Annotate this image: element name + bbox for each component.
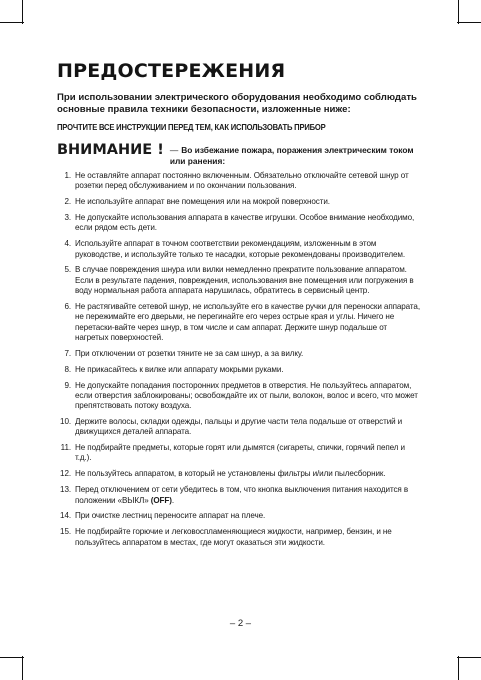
item-text: Не допускайте попадания посторонних предметов в отверстия. Не пользуйтесь аппаратом, если отверстия заблокированы; освобождайте их от пыли, волокон, волос и всего, что может препятствовать потоку воздуха.: [75, 380, 418, 411]
crop-mark-bottom-right-h: [457, 657, 481, 658]
crop-mark-top-right-v: [458, 0, 459, 24]
list-item: [57, 213, 422, 234]
item-text: Не растягивайте сетевой шнур, не используйте его в качестве ручки для переноски аппарата, не пережимайте его дверьми, не перегинайте его через острые края и углы. Ничего не перетаски-вайте через шнур, в том числе и сам аппарат. Держите шнур подальше от нагретых поверхностей.: [75, 301, 420, 342]
list-item: [57, 171, 422, 192]
item-number: 4.: [64, 239, 71, 249]
list-item: [57, 417, 422, 438]
item-number: 5.: [64, 265, 71, 275]
item-text: В случае повреждения шнура или вилки немедленно прекратите пользование аппаратом. Если в результате падения, повреждения, использования вне помещения или погружения в воду нормальная работа аппарата нарушилась, обратитесь в сервисный центр.: [75, 265, 414, 296]
crop-mark-top-left-v: [22, 0, 23, 24]
item-number: 15.: [60, 527, 71, 537]
item-number: 3.: [64, 213, 71, 223]
warning-text: Во избежание пожара, поражения электрическим током или ранения:: [169, 145, 414, 166]
warning-text-wrap: [170, 142, 422, 167]
crop-mark-top-right-h: [457, 22, 481, 23]
list-item: [57, 443, 422, 464]
item-number: 7.: [64, 348, 71, 358]
list-item: [57, 469, 422, 479]
item-number: 11.: [60, 443, 71, 453]
list-item: [57, 265, 422, 296]
crop-mark-bottom-right-v: [458, 656, 459, 680]
list-item: [57, 349, 422, 359]
list-item: [57, 485, 422, 506]
item-text: Не используйте аппарат вне помещения или на мокрой поверхности.: [75, 197, 330, 207]
page-title: ПРЕДОСТЕРЕЖЕНИЯ: [57, 60, 286, 82]
item-number: 9.: [64, 380, 71, 390]
item-text: Не допускайте использования аппарата в качестве игрушки. Особое внимание необходимо, если рядом есть дети.: [75, 213, 415, 233]
warning-block: [57, 142, 422, 167]
item-text: Не оставляйте аппарат постоянно включенным. Обязательно отключайте сетевой шнур от розетки перед обслуживанием и по окончании пользования.: [75, 171, 409, 191]
item-text: Не прикасайтесь к вилке или аппарату мокрыми руками.: [75, 364, 284, 374]
item-number: 2.: [64, 197, 71, 207]
list-item: [57, 239, 422, 260]
item-text: Не пользуйтесь аппаратом, в который не установлены фильтры и/или пылесборник.: [75, 469, 386, 479]
document-page: [57, 60, 422, 554]
warning-heading: ВНИМАНИЕ !: [57, 142, 164, 158]
list-item: [57, 365, 422, 375]
crop-mark-bottom-left-h: [0, 657, 24, 658]
item-text-suffix: .: [171, 495, 174, 505]
list-item: [57, 381, 422, 412]
item-number: 12.: [60, 469, 71, 479]
item-text: Не подбирайте предметы, которые горят или дымятся (сигареты, спички, горячий пепел и т.д.).: [75, 443, 405, 463]
list-item: [57, 511, 422, 521]
item-number: 14.: [60, 511, 71, 521]
item-text: [75, 485, 422, 506]
crop-mark-top-left-h: [0, 22, 24, 23]
item-number: 10.: [60, 416, 71, 426]
item-text: Используйте аппарат в точном соответствии рекомендациям, изложенным в этом руководстве, и используйте только те насадки, которые рекомендованы производителем.: [75, 239, 406, 259]
list-item: [57, 527, 422, 548]
item-text-main: Перед отключением от сети убедитесь в том, что кнопка выключения питания находится в положении «ВЫКЛ»: [75, 485, 409, 505]
item-text: Не подбирайте горючие и легковоспламеняющиеся жидкости, например, бензин, и не пользуйтесь аппаратом в местах, где могут оказаться эти жидкости.: [75, 527, 392, 547]
list-item: [57, 302, 422, 343]
item-number: 8.: [64, 364, 71, 374]
instruction-line: ПРОЧТИТЕ ВСЕ ИНСТРУКЦИИ ПЕРЕД ТЕМ, КАК ИСПОЛЬЗОВАТЬ ПРИБОР: [57, 123, 326, 132]
item-text-bold: (OFF): [150, 495, 172, 505]
item-text: При отключении от розетки тяните не за сам шнур, а за вилку.: [75, 348, 304, 358]
page-number: – 2 –: [229, 618, 252, 629]
list-item: [57, 197, 422, 207]
intro-paragraph: При использовании электрического оборудования необходимо соблюдать основные правила техники безопасности, изложенные ниже:: [57, 92, 417, 115]
warning-dash: —: [169, 145, 179, 155]
item-text: При очистке лестниц переносите аппарат на плече.: [75, 511, 266, 521]
crop-mark-bottom-left-v: [22, 656, 23, 680]
item-number: 6.: [64, 301, 71, 311]
item-number: 1.: [64, 171, 71, 180]
item-number: 13.: [60, 485, 71, 495]
item-text: Держите волосы, складки одежды, пальцы и другие части тела подальше от отверстий и движущихся деталей аппарата.: [75, 416, 403, 437]
precautions-list: [57, 171, 422, 548]
